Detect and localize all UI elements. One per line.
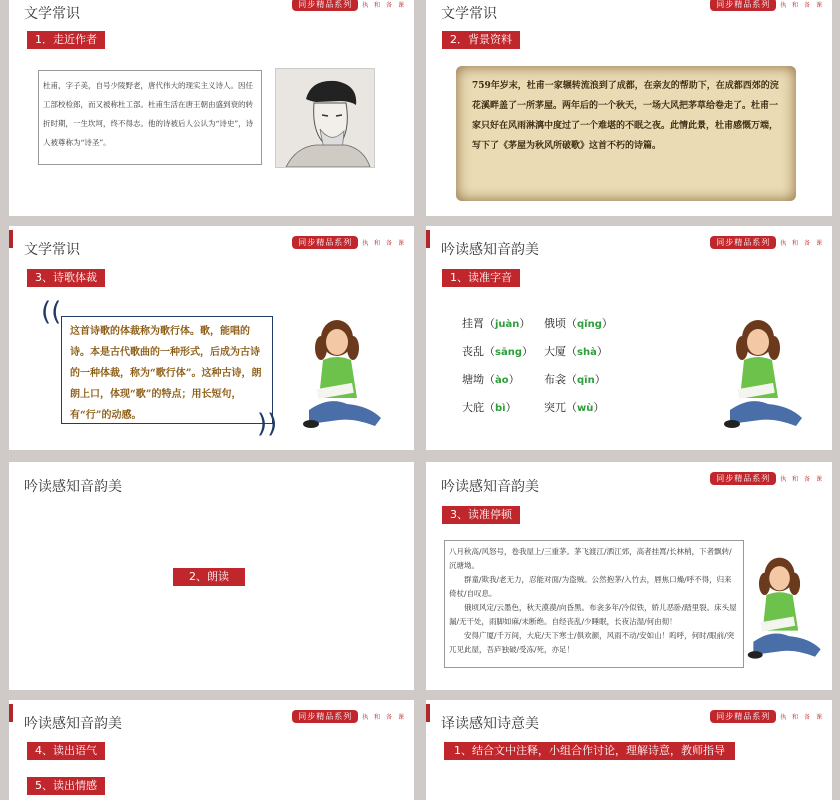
author-intro-box bbox=[38, 70, 262, 165]
brand-series: 同步精品系列 bbox=[710, 236, 776, 249]
title-marker bbox=[9, 704, 13, 722]
pinyin-row: 大庇（bì） bbox=[462, 401, 517, 414]
quote-open-icon: (( bbox=[41, 297, 62, 327]
brand-sub: 执 和 备 课 bbox=[780, 2, 824, 9]
section-tag: 1．走近作者 bbox=[27, 31, 105, 49]
pinyin: qīn bbox=[577, 375, 595, 386]
brand-sub: 执 和 备 课 bbox=[362, 2, 406, 9]
pinyin: juàn bbox=[495, 319, 520, 330]
section-tag-2: 5、读出情感 bbox=[27, 777, 105, 795]
pinyin-row: 突兀（wù） bbox=[544, 401, 605, 414]
section-tag: 1、结合文中注释，小组合作讨论，理解诗意，教师指导 bbox=[444, 742, 735, 760]
brand-series: 同步精品系列 bbox=[292, 710, 358, 723]
brand bbox=[292, 710, 406, 723]
word: 丧乱 bbox=[462, 345, 484, 358]
brand-sub: 执 和 备 课 bbox=[780, 476, 824, 483]
brand-series: 同步精品系列 bbox=[292, 236, 358, 249]
author-intro-text: 杜甫，字子美，自号少陵野老，唐代伟大的现实主义诗人。因任工部校检郎，而又被称杜工部。杜甫生活在唐王朝由盛到衰的转折时期，一生坎坷，终不得志。他的诗被后人公认为“诗史”，诗人被尊称为“诗圣”。 bbox=[43, 81, 254, 147]
genre-text: 这首诗歌的体裁称为歌行体。歌，能唱的诗。本是古代歌曲的一种形式，后成为古诗的一种体裁，称为“歌行体”。这种古诗，朗朗上口，体现“歌”的特点；用长短句，有“行”的动感。 bbox=[70, 326, 262, 421]
girl-reading-image bbox=[744, 550, 830, 670]
brand-sub: 执 和 备 课 bbox=[780, 240, 824, 247]
slide-read-aloud[interactable] bbox=[9, 462, 414, 690]
slide-title: 吟读感知音韵美 bbox=[441, 479, 539, 495]
parchment-box bbox=[456, 66, 796, 201]
slide-author[interactable] bbox=[9, 0, 414, 216]
word: 挂罥 bbox=[462, 317, 484, 330]
pinyin: bì bbox=[495, 403, 506, 414]
brand bbox=[710, 0, 824, 11]
background-text: 759年岁末，杜甫一家辗转流浪到了成都，在亲友的帮助下，在成都西郊的浣花溪畔盖了一所茅屋。两年后的一个秋天，一场大风把茅草给卷走了。杜甫一家只好在风雨淋漓中度过了一个难堪的不眠之夜。此情此景，杜甫感慨万端，写下了《茅屋为秋风所破歌》这首不朽的诗篇。 bbox=[472, 81, 779, 151]
du-fu-portrait bbox=[275, 68, 375, 168]
girl-reading-image bbox=[720, 314, 812, 438]
pinyin: shà bbox=[577, 347, 597, 358]
section-tag: 4、读出语气 bbox=[27, 742, 105, 760]
brand bbox=[292, 0, 406, 11]
pinyin-row: 塘坳（ào） bbox=[462, 373, 520, 386]
slide-tone[interactable] bbox=[9, 700, 414, 800]
pinyin-row: 大厦（shà） bbox=[544, 345, 608, 358]
word: 大厦 bbox=[544, 345, 566, 358]
brand-sub: 执 和 备 课 bbox=[780, 714, 824, 721]
slide-title: 吟读感知音韵美 bbox=[441, 242, 539, 258]
brand-sub: 执 和 备 课 bbox=[362, 240, 406, 247]
slide-genre[interactable] bbox=[9, 226, 414, 450]
brand-sub: 执 和 备 课 bbox=[362, 714, 406, 721]
pinyin-row: 俄顷（qǐng） bbox=[544, 317, 613, 330]
pinyin-row: 挂罥（juàn） bbox=[462, 317, 531, 330]
slide-title: 文学常识 bbox=[24, 6, 80, 22]
slide-title: 吟读感知音韵美 bbox=[24, 479, 122, 495]
quote-close-icon: )) bbox=[257, 409, 278, 439]
brand-series: 同步精品系列 bbox=[710, 710, 776, 723]
word: 大庇 bbox=[462, 401, 484, 414]
brand-series: 同步精品系列 bbox=[710, 472, 776, 485]
brand bbox=[710, 236, 824, 249]
pinyin: sāng bbox=[495, 347, 522, 358]
genre-box bbox=[61, 316, 273, 424]
slide-pronunciation[interactable] bbox=[426, 226, 832, 450]
girl-reading-image bbox=[299, 314, 391, 438]
word: 布衾 bbox=[544, 373, 566, 386]
word: 塘坳 bbox=[462, 373, 484, 386]
slide-pause[interactable] bbox=[426, 462, 832, 690]
poem-line: 安得广厦/千万间，大庇/天下寒士/俱欢颜，风雨不动/安如山！呜呼，何时/眼前/突兀见此屋，吾庐独破/受冻/死，亦足！ bbox=[449, 631, 735, 654]
section-tag: 3、读准停顿 bbox=[442, 506, 520, 524]
brand bbox=[292, 236, 406, 249]
section-tag: 2．背景资料 bbox=[442, 31, 520, 49]
section-tag: 1、读准字音 bbox=[442, 269, 520, 287]
title-marker bbox=[426, 704, 430, 722]
title-marker bbox=[426, 230, 430, 248]
slide-translation[interactable] bbox=[426, 700, 832, 800]
section-tag: 3、诗歌体裁 bbox=[27, 269, 105, 287]
pinyin-row: 丧乱（sāng） bbox=[462, 345, 533, 358]
poem-line: 八月秋高/风怒号，卷我屋上/三重茅。茅飞渡江/洒江郊，高者挂罥/长林梢，下者飘转/沉塘坳。 bbox=[449, 547, 732, 570]
brand-series: 同步精品系列 bbox=[292, 0, 358, 11]
slide-title: 译读感知诗意美 bbox=[441, 716, 539, 732]
poem-line: 俄顷风定/云墨色，秋天漠漠/向昏黑。布衾多年/冷似铁，娇儿恶卧/踏里裂。床头屋漏/无干处，雨脚如麻/未断绝。自经丧乱/少睡眠，长夜沾湿/何由彻！ bbox=[449, 603, 737, 626]
poem-box bbox=[444, 540, 744, 668]
pinyin-row: 布衾（qīn） bbox=[544, 373, 606, 386]
poem-line: 群童/欺我/老无力，忍能对面/为盗贼。公然抱茅/入竹去，唇焦口燥/呼不得，归来倚杖/自叹息。 bbox=[449, 575, 732, 598]
brand bbox=[710, 710, 824, 723]
slide-background[interactable] bbox=[426, 0, 832, 216]
pinyin: wù bbox=[577, 403, 594, 414]
brand bbox=[710, 472, 824, 485]
word: 俄顷 bbox=[544, 317, 566, 330]
pinyin: ào bbox=[495, 375, 509, 386]
pinyin: qǐng bbox=[577, 319, 602, 330]
brand-series: 同步精品系列 bbox=[710, 0, 776, 11]
word: 突兀 bbox=[544, 401, 566, 414]
title-marker bbox=[9, 230, 13, 248]
slide-title: 文学常识 bbox=[24, 242, 80, 258]
slide-title: 吟读感知音韵美 bbox=[24, 716, 122, 732]
slide-title: 文学常识 bbox=[441, 6, 497, 22]
section-tag: 2、朗读 bbox=[173, 568, 245, 586]
